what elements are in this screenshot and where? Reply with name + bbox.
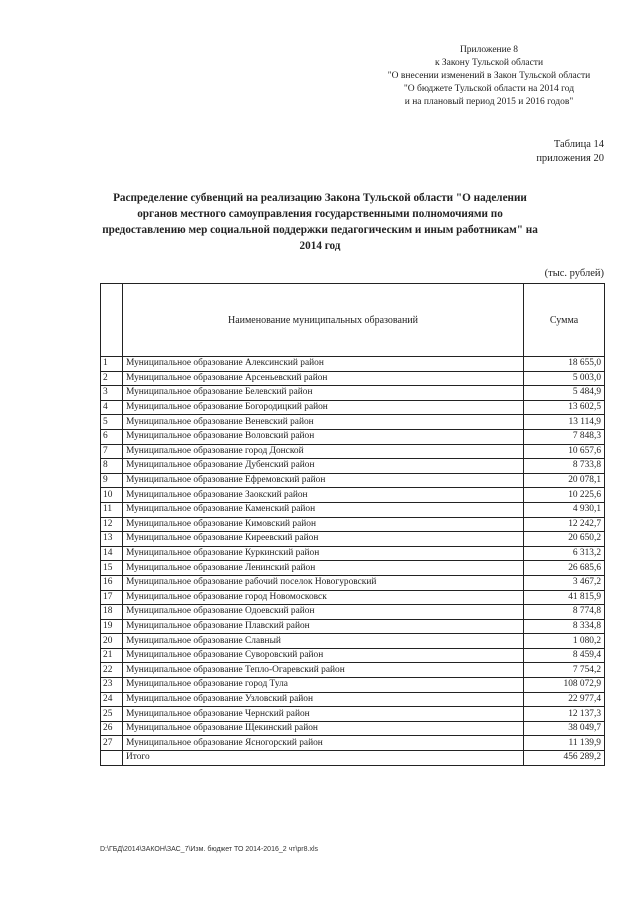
row-number: 25 (101, 707, 123, 722)
table-row (101, 429, 605, 444)
row-name: Муниципальное образование Киреевский район (123, 532, 524, 547)
row-name: Муниципальное образование Кимовский район (123, 517, 524, 532)
row-sum: 22 977,4 (524, 692, 605, 707)
row-sum: 10 225,6 (524, 488, 605, 503)
table-row (101, 357, 605, 372)
file-path-footer: D:\ГБД\2014\ЗАКОН\ЗАС_7\Изм. бюджет ТО 2014-2016_2 чт\pr8.xls (100, 846, 319, 853)
row-name: Муниципальное образование Славный (123, 634, 524, 649)
table-row (101, 488, 605, 503)
row-number: 17 (101, 590, 123, 605)
row-sum: 4 930,1 (524, 502, 605, 517)
row-sum: 8 334,8 (524, 619, 605, 634)
row-number (101, 751, 123, 766)
row-number: 1 (101, 357, 123, 372)
table-row (101, 415, 605, 430)
row-name: Муниципальное образование Щекинский район (123, 721, 524, 736)
row-number: 12 (101, 517, 123, 532)
row-sum: 8 733,8 (524, 459, 605, 474)
table-reference-line-2: приложения 20 (536, 153, 604, 164)
row-name: Муниципальное образование Куркинский район (123, 546, 524, 561)
table-row (101, 400, 605, 415)
row-number: 27 (101, 736, 123, 751)
row-name: Муниципальное образование Богородицкий район (123, 400, 524, 415)
row-sum: 3 467,2 (524, 575, 605, 590)
table-row (101, 707, 605, 722)
row-sum: 10 657,6 (524, 444, 605, 459)
row-name: Муниципальное образование рабочий поселок Новогуровский (123, 575, 524, 590)
row-sum: 108 072,9 (524, 678, 605, 693)
row-number: 22 (101, 663, 123, 678)
row-sum: 11 139,9 (524, 736, 605, 751)
row-name: Муниципальное образование Плавский район (123, 619, 524, 634)
row-number: 5 (101, 415, 123, 430)
row-name: Муниципальное образование Веневский район (123, 415, 524, 430)
header-number (101, 284, 123, 357)
row-sum: 18 655,0 (524, 357, 605, 372)
row-name: Муниципальное образование Воловский район (123, 429, 524, 444)
table-row (101, 561, 605, 576)
table-row (101, 532, 605, 547)
row-number: 7 (101, 444, 123, 459)
row-sum: 13 114,9 (524, 415, 605, 430)
table-row (101, 590, 605, 605)
row-name: Муниципальное образование Узловский район (123, 692, 524, 707)
table-row (101, 444, 605, 459)
table-row (101, 721, 605, 736)
row-name: Муниципальное образование город Тула (123, 678, 524, 693)
row-sum: 13 602,5 (524, 400, 605, 415)
row-number: 19 (101, 619, 123, 634)
subsidy-table (100, 283, 605, 766)
row-sum: 26 685,6 (524, 561, 605, 576)
table-row (101, 736, 605, 751)
row-name: Муниципальное образование Ефремовский район (123, 473, 524, 488)
row-number: 13 (101, 532, 123, 547)
row-sum: 12 242,7 (524, 517, 605, 532)
row-sum: 5 484,9 (524, 386, 605, 401)
table-row (101, 575, 605, 590)
row-number: 18 (101, 605, 123, 620)
row-name: Муниципальное образование Тепло-Огаревский район (123, 663, 524, 678)
row-number: 11 (101, 502, 123, 517)
row-name: Муниципальное образование город Донской (123, 444, 524, 459)
appendix-line-1: Приложение 8 (459, 45, 519, 55)
row-sum: 456 289,2 (524, 751, 605, 766)
row-sum: 6 313,2 (524, 546, 605, 561)
appendix-line-3: "О внесении изменений в Закон Тульской области (387, 71, 591, 81)
row-name: Муниципальное образование Заокский район (123, 488, 524, 503)
row-name: Итого (123, 751, 524, 766)
table-row (101, 619, 605, 634)
row-number: 8 (101, 459, 123, 474)
appendix-header (374, 44, 604, 109)
row-number: 21 (101, 648, 123, 663)
row-number: 4 (101, 400, 123, 415)
table-row (101, 473, 605, 488)
row-number: 20 (101, 634, 123, 649)
row-sum: 38 049,7 (524, 721, 605, 736)
row-sum: 1 080,2 (524, 634, 605, 649)
row-sum: 8 459,4 (524, 648, 605, 663)
appendix-line-4: "О бюджете Тульской области на 2014 год (403, 84, 575, 94)
table-row (101, 546, 605, 561)
table-row (101, 648, 605, 663)
row-sum: 7 754,2 (524, 663, 605, 678)
row-number: 6 (101, 429, 123, 444)
table-row (101, 459, 605, 474)
table-row (101, 678, 605, 693)
row-sum: 20 078,1 (524, 473, 605, 488)
table-row (101, 371, 605, 386)
appendix-line-2: к Закону Тульской области (434, 58, 544, 68)
row-sum: 8 774,8 (524, 605, 605, 620)
row-number: 26 (101, 721, 123, 736)
table-row (101, 692, 605, 707)
table-row (101, 386, 605, 401)
row-sum: 41 815,9 (524, 590, 605, 605)
row-sum: 7 848,3 (524, 429, 605, 444)
table-header-row (101, 284, 605, 357)
row-name: Муниципальное образование Каменский район (123, 502, 524, 517)
row-name: Муниципальное образование Ленинский район (123, 561, 524, 576)
row-name: Муниципальное образование Арсеньевский район (123, 371, 524, 386)
row-number: 10 (101, 488, 123, 503)
document-title: Распределение субвенций на реализацию Закона Тульской области "О наделении органов местного самоуправления государственными полномочиями по предоставлению мер социальной поддержки педагогическим и иным работникам" на 2014 год (102, 192, 538, 252)
row-name: Муниципальное образование Алексинский район (123, 357, 524, 372)
row-number: 3 (101, 386, 123, 401)
row-name: Муниципальное образование Суворовский район (123, 648, 524, 663)
table-row (101, 517, 605, 532)
row-number: 16 (101, 575, 123, 590)
table-total-row (101, 751, 605, 766)
table-reference-line-1: Таблица 14 (553, 139, 604, 150)
row-name: Муниципальное образование Белевский район (123, 386, 524, 401)
table-row (101, 605, 605, 620)
row-name: Муниципальное образование Ясногорский район (123, 736, 524, 751)
row-number: 15 (101, 561, 123, 576)
header-sum: Сумма (524, 284, 605, 357)
units-label: (тыс. рублей) (544, 268, 604, 279)
appendix-line-5: и на плановый период 2015 и 2016 годов" (404, 97, 574, 107)
table-row (101, 634, 605, 649)
row-name: Муниципальное образование Чернский район (123, 707, 524, 722)
table-body (101, 357, 605, 766)
row-number: 9 (101, 473, 123, 488)
row-sum: 20 650,2 (524, 532, 605, 547)
row-sum: 5 003,0 (524, 371, 605, 386)
row-name: Муниципальное образование Дубенский район (123, 459, 524, 474)
row-number: 14 (101, 546, 123, 561)
header-name: Наименование муниципальных образований (123, 284, 524, 357)
row-number: 24 (101, 692, 123, 707)
table-row (101, 502, 605, 517)
row-name: Муниципальное образование Одоевский район (123, 605, 524, 620)
table-reference (494, 138, 604, 166)
row-number: 23 (101, 678, 123, 693)
row-number: 2 (101, 371, 123, 386)
row-name: Муниципальное образование город Новомосковск (123, 590, 524, 605)
table-row (101, 663, 605, 678)
row-sum: 12 137,3 (524, 707, 605, 722)
